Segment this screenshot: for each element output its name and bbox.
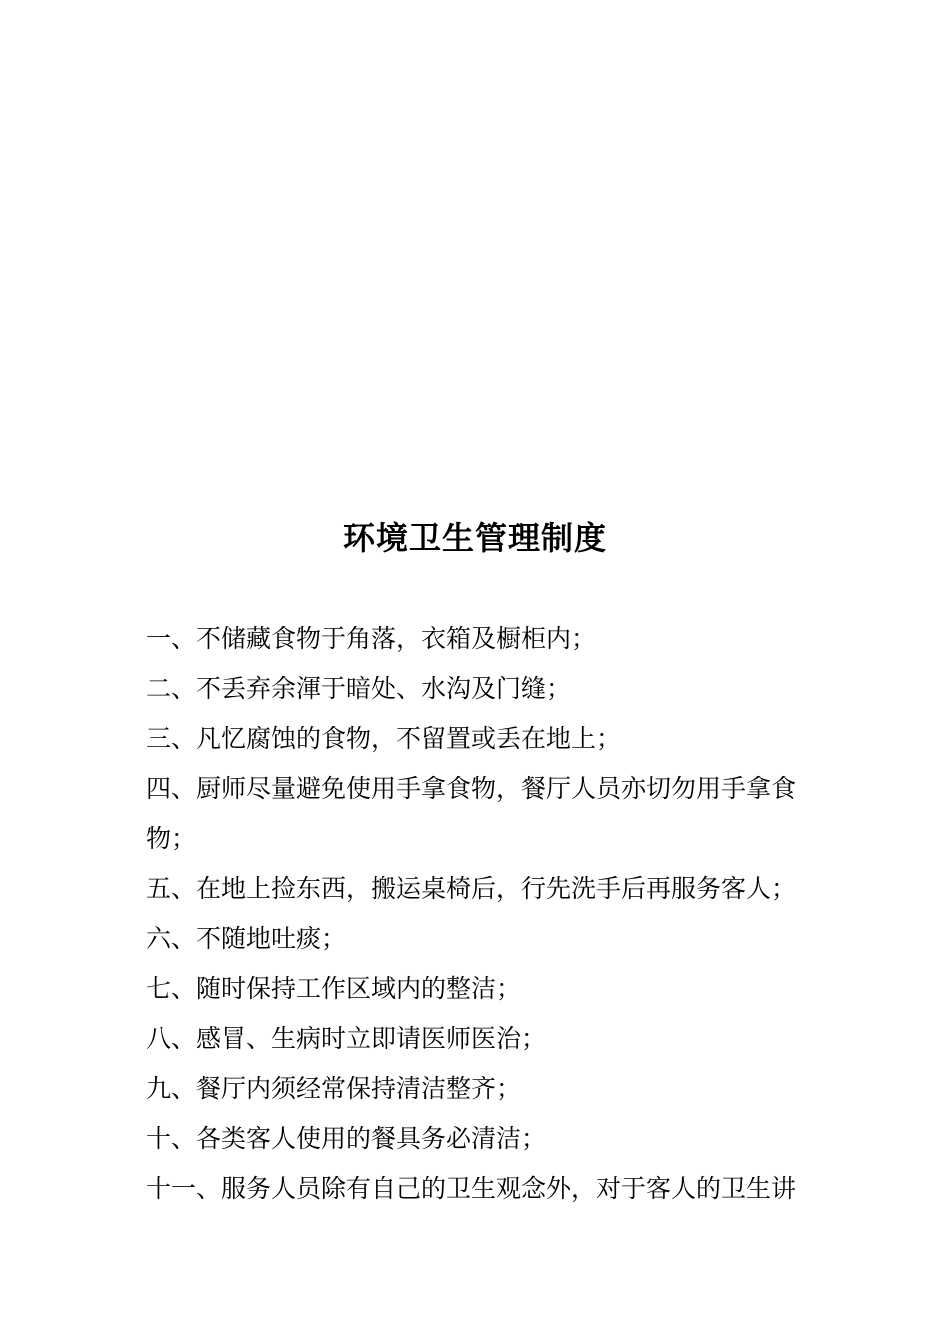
rules-list — [146, 614, 810, 1214]
rule-line: 九、餐厅内须经常保持清洁整齐； — [146, 1074, 522, 1103]
rule-line: 十一、服务人员除有自己的卫生观念外，对于客人的卫生讲 — [146, 1174, 797, 1203]
rule-line: 三、凡忆腐蚀的食物，不留置或丢在地上； — [146, 724, 622, 753]
rule-line: 四、厨师尽量避免使用手拿食物，餐厅人员亦切勿用手拿食 — [146, 774, 797, 803]
rule-line: 物； — [146, 824, 197, 853]
document-title: 环境卫生管理制度 — [342, 519, 607, 557]
rule-line: 五、在地上捡东西，搬运桌椅后，行先洗手后再服务客人； — [146, 874, 797, 903]
rule-line: 八、感冒、生病时立即请医师医治； — [146, 1024, 547, 1053]
rule-line: 二、不丢弃余渾于暗处、水沟及门缝； — [146, 674, 572, 703]
rule-line: 一、不储藏食物于角落，衣箱及橱柜内； — [146, 624, 597, 653]
rule-line: 七、随时保持工作区域内的整洁； — [146, 974, 522, 1003]
rule-line: 十、各类客人使用的餐具务必清洁； — [146, 1124, 547, 1153]
rule-line: 六、不随地吐痰； — [146, 924, 347, 953]
